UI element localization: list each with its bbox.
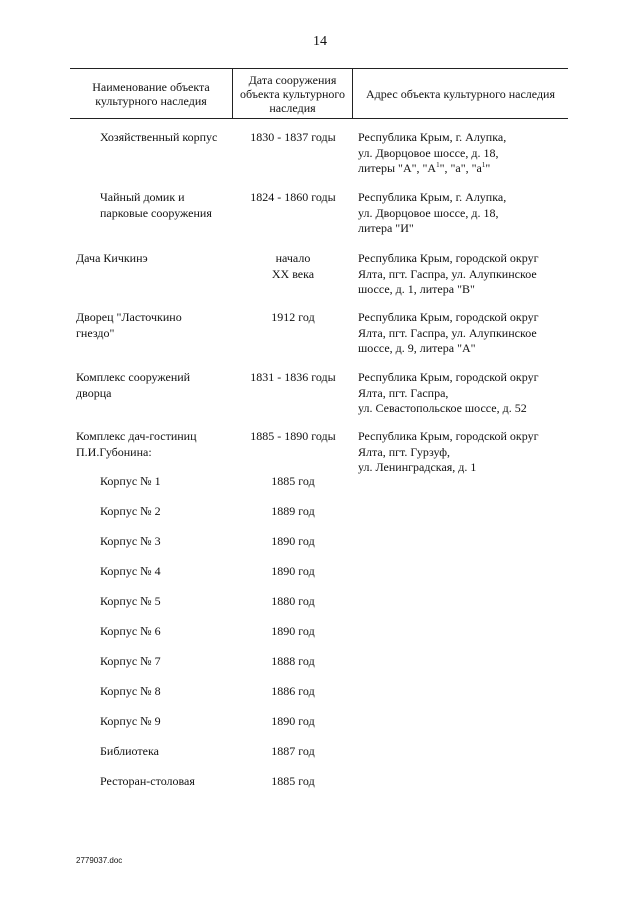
name-line: дворца: [76, 385, 112, 400]
name-line: Комплекс дач-гостиниц: [76, 429, 197, 443]
address-line: Ялта, пгт. Гурзуф,: [358, 444, 450, 459]
address-line: Республика Крым, городской округ: [358, 251, 539, 265]
sub-item-name: Ресторан-столовая: [100, 774, 195, 788]
sub-item-name: Корпус № 2: [100, 504, 161, 518]
address-line: [358, 161, 588, 177]
sub-item-date: 1890 год: [271, 564, 315, 578]
address-line: ул. Дворцовое шоссе, д. 18,: [358, 145, 499, 160]
name-line: парковые сооружения: [100, 205, 212, 220]
sub-item-name: Корпус № 4: [100, 564, 161, 578]
sub-item-date: 1885 год: [271, 474, 315, 488]
construction-date: [238, 251, 348, 282]
object-name: [100, 190, 260, 221]
name-line: Чайный домик и: [100, 190, 185, 204]
sub-item-name: Корпус № 6: [100, 624, 161, 638]
address-line: Республика Крым, городской округ: [358, 429, 539, 443]
address-text: ": [485, 161, 491, 175]
sub-item-name: Корпус № 7: [100, 654, 161, 668]
date-line: XX века: [271, 266, 315, 281]
address-line: Республика Крым, городской округ: [358, 310, 539, 324]
name-line: гнездо": [76, 325, 115, 340]
sub-item-date: 1889 год: [271, 504, 315, 518]
address-line: ул. Дворцовое шоссе, д. 18,: [358, 205, 499, 220]
sub-item-date: 1887 год: [271, 744, 315, 758]
object-address: [358, 310, 588, 357]
address-text: литеры "А", "А: [358, 161, 437, 175]
address-line: шоссе, д. 1, литера "В": [358, 282, 475, 296]
object-address: [358, 251, 588, 298]
address-line: шоссе, д. 9, литера "А": [358, 341, 476, 355]
date-line: начало: [275, 251, 311, 265]
address-line: Ялта, пгт. Гаспра, ул. Алупкинское: [358, 266, 537, 281]
superscript: 1: [436, 161, 440, 169]
address-line: ул. Ленинградская, д. 1: [358, 460, 477, 474]
construction-date: 1830 - 1837 годы: [250, 130, 336, 144]
construction-date: 1885 - 1890 годы: [250, 429, 336, 443]
header-address: Адрес объекта культурного наследия: [366, 86, 555, 101]
name-line: Комплекс сооружений: [76, 370, 191, 384]
sub-item-name: Корпус № 5: [100, 594, 161, 608]
address-line: Республика Крым, г. Алупка,: [358, 190, 507, 204]
construction-date: 1824 - 1860 годы: [250, 190, 336, 204]
address-line: Республика Крым, городской округ: [358, 370, 539, 384]
page-number: 14: [313, 34, 327, 49]
sub-item-name: Корпус № 1: [100, 474, 161, 488]
sub-item-date: 1890 год: [271, 534, 315, 548]
address-line: Ялта, пгт. Гаспра, ул. Алупкинское: [358, 325, 537, 340]
document-code: 2779037.doc: [76, 856, 123, 865]
header-object-name: Наименование объекта культурного наследия: [92, 79, 210, 108]
name-line: Дворец "Ласточкино: [76, 310, 182, 324]
address-line: литера "И": [358, 221, 414, 235]
object-name: [76, 370, 236, 401]
sub-item-date: 1890 год: [271, 714, 315, 728]
object-address: [358, 130, 588, 177]
sub-item-name: Библиотека: [100, 744, 159, 758]
sub-item-date: 1890 год: [271, 624, 315, 638]
sub-item-date: 1885 год: [271, 774, 315, 788]
construction-date: 1831 - 1836 годы: [250, 370, 336, 384]
header-construction-date: Дата сооружения объекта культурного наследия: [240, 72, 345, 115]
sub-item-date: 1888 год: [271, 654, 315, 668]
construction-date: 1912 год: [271, 310, 315, 324]
name-line: П.И.Губонина:: [76, 444, 152, 459]
object-name: Дача Кичкинэ: [76, 251, 148, 265]
sub-item-name: Корпус № 3: [100, 534, 161, 548]
address-line: Республика Крым, г. Алупка,: [358, 130, 507, 144]
object-name: [76, 310, 236, 341]
object-address: [358, 190, 588, 237]
sub-item-name: Корпус № 9: [100, 714, 161, 728]
address-line: Ялта, пгт. Гаспра,: [358, 385, 449, 400]
object-name: [76, 429, 236, 460]
sub-item-date: 1886 год: [271, 684, 315, 698]
table-header-bottom-rule: [70, 118, 568, 119]
superscript: 1: [481, 161, 486, 169]
object-address: [358, 429, 588, 476]
object-name: Хозяйственный корпус: [100, 130, 218, 144]
sub-item-date: 1880 год: [271, 594, 315, 608]
address-line: ул. Севастопольское шоссе, д. 52: [358, 401, 527, 415]
address-text: ", "а", "а: [439, 161, 482, 175]
object-address: [358, 370, 588, 417]
sub-item-name: Корпус № 8: [100, 684, 161, 698]
